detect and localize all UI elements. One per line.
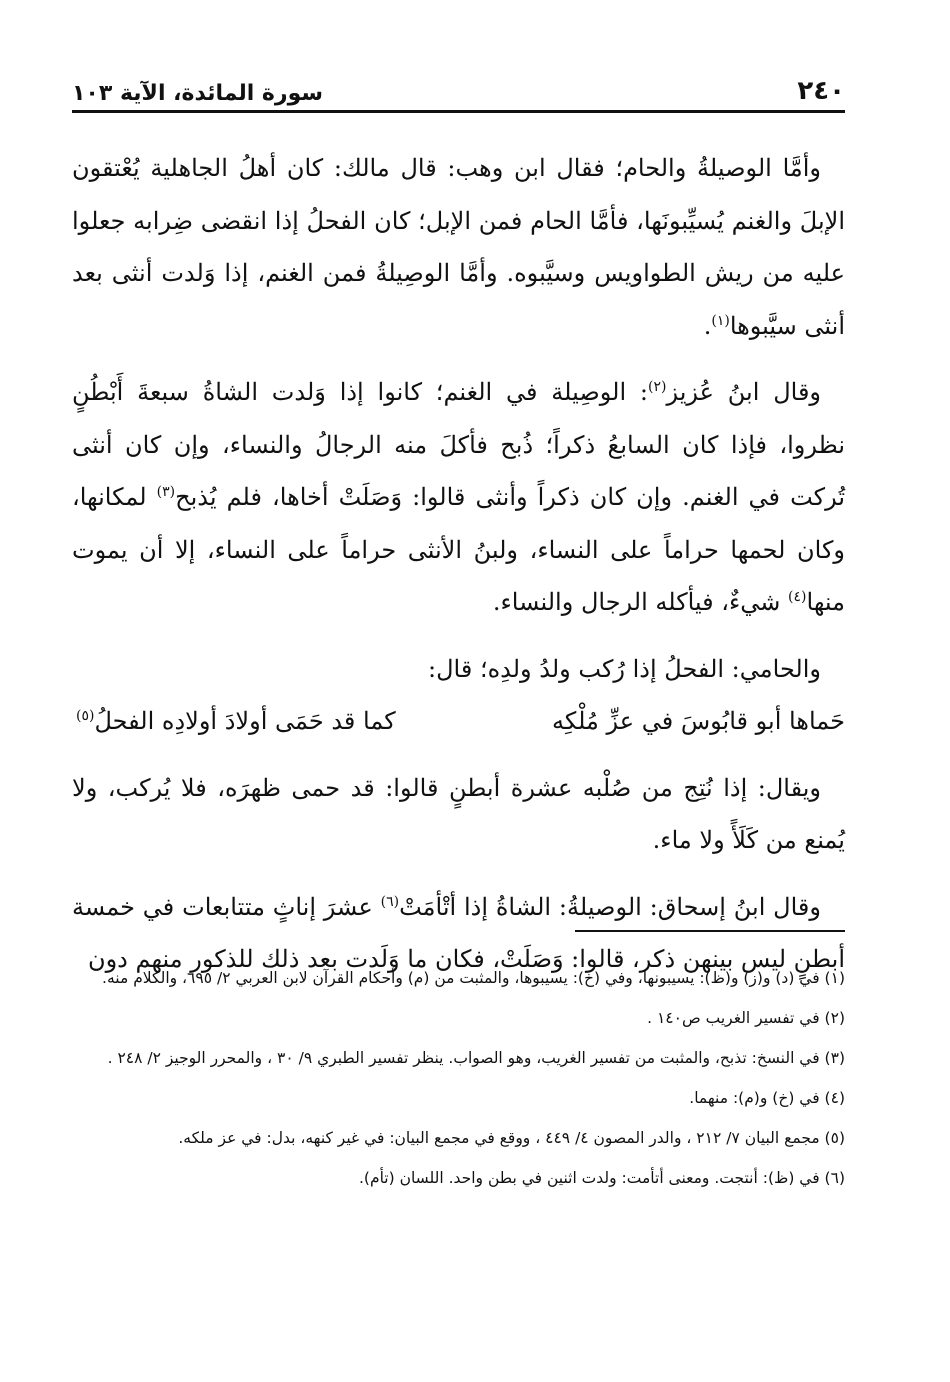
paragraph-3: والحامي: الفحلُ إذا رُكب ولدُ ولدِه؛ قال: — [428, 654, 821, 683]
paragraph-2-text-a: وقال ابنُ عُزيز — [666, 378, 822, 406]
verse-second-hemistich: كما قد حَمَى أولادَ أولادِه الفحلُ — [94, 707, 396, 735]
footnote-3: (٣) في النسخ: تذبح، والمثبت من تفسير الغريب، وهو الصواب. ينظر تفسير الطبري ٩/ ٣٠ ، والمحرر الوجيز ٢/ ٢٤٨ . — [107, 1049, 845, 1067]
verse-first-hemistich: حَماها أبو قابُوسَ في عزِّ مُلْكِه — [551, 707, 845, 735]
footnote-ref-4[interactable]: (٤) — [788, 589, 807, 605]
footnotes — [72, 962, 845, 1202]
page-header — [72, 62, 845, 113]
paragraph-5-text-a: وقال ابنُ إسحاق: الوصيلةُ: الشاةُ إذا أتْأمَتْ — [399, 892, 821, 921]
footnote-ref-3[interactable]: (٣) — [156, 484, 176, 500]
paragraph-1 — [72, 142, 845, 352]
paragraph-2-text-d: شيءٌ، فيأكله الرجال والنساء. — [492, 588, 789, 616]
paragraph-4: ويقال: إذا نُتِج من صُلْبه عشرة أبطنٍ قالوا: قد حمى ظهرَه، فلا يُركب، ولا يُمنع من كَلَأً ولا ماء. — [72, 773, 845, 854]
footnote-4: (٤) في (خ) و(م): منهما. — [689, 1089, 845, 1107]
paragraph-2 — [72, 366, 845, 629]
paragraph-2-text-b: : الوصِيلة في الغنم؛ كانوا إذا وَلدت الشاةُ سبعةَ أَبْطُنٍ نظروا، فإذا كان السابعُ ذكراً؛ ذُبح فأكلَ منه الرجالُ والنساء، وإن كان أنثى تُركت في الغنم. وإن كان ذكراً وأنثى قالوا: وَصَلَتْ أخاها، فلم يُذبح — [72, 378, 845, 511]
footnote-ref-2[interactable]: (٢) — [648, 379, 667, 395]
poetry-verse — [72, 695, 845, 748]
paragraph-1-text: وأمَّا الوصيلةُ والحام؛ فقال ابن وهب: قال مالك: كان أهلُ الجاهلية يُعْتقون الإبلَ والغنم يُسيِّبونَها، فأمَّا الحام فمن الإبل؛ كان الفحلُ إذا انقضى ضِرابه جعلوا عليه من ريش الطواويس وسيَّبوه. وأمَّا الوصِيلةُ فمن الغنم، إذا وَلدت أنثى بعد أنثى سيَّبوها — [72, 154, 845, 340]
paragraph-5-text-b: عشرَ إناثٍ متتابعات في خمسة أبطنٍ ليس بينهن ذكر، قالوا: وَصَلَتْ، فكان ما وَلَدت بعد ذلك للذكور منهم دون — [72, 892, 845, 973]
footnote-6: (٦) في (ظ): أنتجت. ومعنى أتأمت: ولدت اثنين في بطن واحد. اللسان (تأم). — [359, 1169, 845, 1187]
main-text — [72, 142, 845, 986]
running-title: سورة المائدة، الآية ١٠٣ — [72, 81, 324, 106]
footnote-ref-1[interactable]: (١) — [711, 312, 730, 329]
paragraph-1-end: . — [703, 311, 712, 340]
footnote-separator — [575, 930, 845, 932]
footnote-1: (١) في (د) و(ز) و(ظ): يسيبونها، وفي (خ): يسيبوها، والمثبت من (م) وأحكام القرآن لابن العربي ٢/ ٦٩٥، والكلام منه. — [102, 969, 845, 987]
footnote-5: (٥) مجمع البيان ٧/ ٢١٢ ، والدر المصون ٤/ ٤٤٩ ، ووقع في مجمع البيان: في غير كنهه، بدل: في عز ملكه. — [178, 1129, 845, 1147]
footnote-2: (٢) في تفسير الغريب ص١٤٠ . — [647, 1009, 845, 1027]
verse-second-hemistich-wrap — [76, 695, 396, 748]
footnote-ref-5[interactable]: (٥) — [76, 708, 95, 724]
page-number: ٢٤٠ — [797, 76, 845, 106]
paragraph-2-text-c: لمكانها، وكان لحمها حراماً على النساء، ولبنُ الأنثى حراماً على النساء، إلا أن يموت منها — [72, 483, 845, 616]
footnote-ref-6[interactable]: (٦) — [380, 893, 400, 910]
